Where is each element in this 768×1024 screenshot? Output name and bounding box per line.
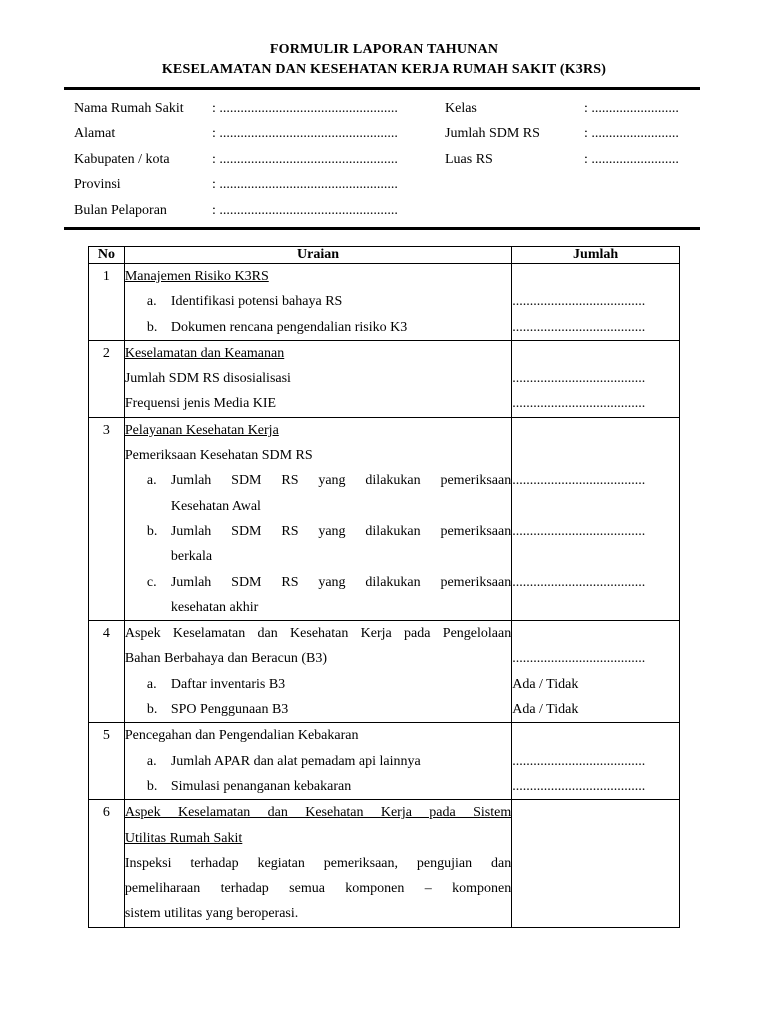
paragraph-line: Inspeksi terhadap kegiatan pemeriksaan, pengujian dan: [124, 855, 512, 871]
fill-field[interactable]: ......................................: [512, 651, 646, 667]
fill-field[interactable]: ......................................: [512, 523, 646, 539]
row-uraian: [124, 417, 511, 620]
form-title: FORMULIR LAPORAN TAHUNAN: [269, 42, 499, 57]
section-title: Pelayanan Kesehatan Kerja: [124, 422, 279, 438]
list-item: a. Jumlah SDM RS yang dilakukan pemeriksaan: [146, 473, 512, 489]
info-label-provinsi: Provinsi: [74, 177, 121, 192]
subsection-title: Pemeriksaan Kesehatan SDM RS: [124, 448, 313, 464]
info-value-kabupaten[interactable]: : ...................................................: [212, 152, 398, 167]
fill-field[interactable]: ......................................: [512, 371, 646, 387]
row-jumlah[interactable]: [512, 800, 680, 927]
choice-ada-tidak[interactable]: Ada / Tidak: [512, 702, 579, 718]
row-uraian: [124, 800, 511, 927]
info-value-sdm[interactable]: : .........................: [584, 126, 679, 141]
section-title: Manajemen Risiko K3RS: [124, 269, 269, 284]
list-item: c. Jumlah SDM RS yang dilakukan pemeriksaan: [146, 574, 512, 590]
table-row: [89, 340, 680, 417]
list-item-continuation: Kesehatan Awal: [170, 498, 261, 514]
header-jumlah: Jumlah: [512, 247, 680, 264]
choice-ada-tidak[interactable]: Ada / Tidak: [512, 676, 579, 692]
header-no: No: [89, 247, 125, 264]
header-uraian: Uraian: [124, 247, 511, 264]
table-row: [89, 264, 680, 341]
row-number: 6: [89, 800, 125, 927]
list-item: a. Identifikasi potensi bahaya RS: [146, 294, 343, 310]
fill-field[interactable]: ......................................: [512, 319, 646, 335]
info-value-bulan[interactable]: : ...................................................: [212, 203, 398, 218]
row-jumlah: [512, 340, 680, 417]
row-number: 2: [89, 340, 125, 417]
row-jumlah: [512, 264, 680, 341]
info-label-sdm: Jumlah SDM RS: [445, 126, 540, 141]
fill-field[interactable]: ......................................: [512, 753, 646, 769]
info-label-alamat: Alamat: [74, 126, 116, 141]
list-item: b. Simulasi penanganan kebakaran: [146, 778, 352, 794]
info-value-luas[interactable]: : .........................: [584, 152, 679, 167]
info-value-provinsi[interactable]: : ...................................................: [212, 177, 398, 192]
row-number: 3: [89, 417, 125, 620]
row-number: 1: [89, 264, 125, 341]
section-title: Aspek Keselamatan dan Kesehatan Kerja pada Sistem: [124, 805, 512, 821]
fill-field[interactable]: ......................................: [512, 396, 646, 412]
row-uraian: [124, 340, 511, 417]
row-number: 4: [89, 621, 125, 723]
info-label-kelas: Kelas: [445, 101, 477, 116]
info-value-alamat[interactable]: : ...................................................: [212, 126, 398, 141]
fill-field[interactable]: ......................................: [512, 473, 646, 489]
info-label-nama: Nama Rumah Sakit: [74, 101, 184, 116]
header-divider-bottom: [64, 227, 700, 230]
fill-field[interactable]: ......................................: [512, 294, 646, 310]
table-row: [89, 723, 680, 800]
list-item: b. Dokumen rencana pengendalian risiko K3: [146, 319, 408, 335]
report-table: [88, 246, 680, 928]
row-uraian: [124, 723, 511, 800]
info-value-nama[interactable]: : ...................................................: [212, 101, 398, 116]
table-row: [89, 417, 680, 620]
section-title-continuation: Utilitas Rumah Sakit: [124, 830, 243, 846]
list-item: b. Jumlah SDM RS yang dilakukan pemeriksaan: [146, 523, 512, 539]
info-label-luas: Luas RS: [445, 152, 493, 167]
form-subtitle: KESELAMATAN DAN KESEHATAN KERJA RUMAH SAKIT (K3RS): [161, 62, 607, 77]
table-row: [89, 621, 680, 723]
info-label-kabupaten: Kabupaten / kota: [74, 152, 170, 167]
list-item: b. SPO Penggunaan B3: [146, 702, 289, 718]
paragraph-line: sistem utilitas yang beroperasi.: [124, 906, 299, 922]
section-title: Aspek Keselamatan dan Kesehatan Kerja pada Pengelolaan: [124, 626, 512, 642]
row-number: 5: [89, 723, 125, 800]
info-value-kelas[interactable]: : .........................: [584, 101, 679, 116]
table-row: [89, 800, 680, 927]
row-jumlah: [512, 723, 680, 800]
list-item: a. Jumlah APAR dan alat pemadam api lainnya: [146, 753, 421, 769]
info-label-bulan: Bulan Pelaporan: [74, 203, 167, 218]
fill-field[interactable]: ......................................: [512, 574, 646, 590]
row-jumlah: [512, 621, 680, 723]
row-uraian: [124, 264, 511, 341]
section-title-continuation: Bahan Berbahaya dan Beracun (B3): [124, 651, 327, 667]
row-uraian: [124, 621, 511, 723]
list-item-continuation: kesehatan akhir: [170, 599, 259, 615]
table-header-row: [89, 247, 680, 264]
header-divider-top: [64, 87, 700, 90]
list-item-continuation: berkala: [170, 549, 213, 565]
list-item: Jumlah SDM RS disosialisasi: [124, 371, 291, 387]
row-jumlah: [512, 417, 680, 620]
list-item: Frequensi jenis Media KIE: [124, 396, 277, 412]
section-title: Keselamatan dan Keamanan: [124, 345, 285, 361]
fill-field[interactable]: ......................................: [512, 778, 646, 794]
list-item: a. Daftar inventaris B3: [146, 676, 286, 692]
section-title: Pencegahan dan Pengendalian Kebakaran: [124, 728, 359, 744]
paragraph-line: pemeliharaan terhadap semua komponen – komponen: [124, 881, 512, 897]
